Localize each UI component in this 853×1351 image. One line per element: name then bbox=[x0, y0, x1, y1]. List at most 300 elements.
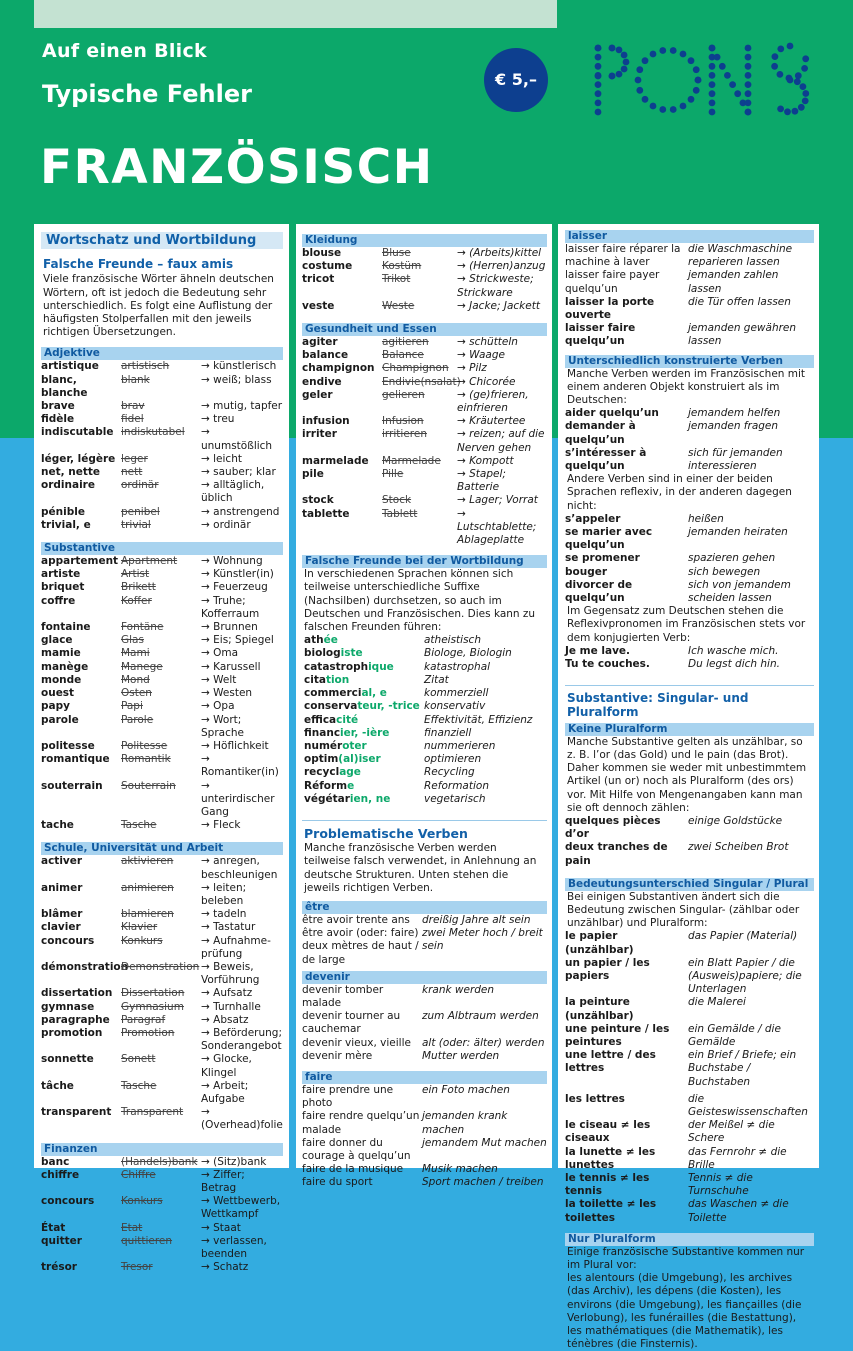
verb-etre-heading: être bbox=[302, 901, 547, 914]
fr-word: romantique bbox=[41, 753, 110, 766]
logo-dot bbox=[621, 66, 628, 73]
false-friend: Etat bbox=[121, 1221, 143, 1234]
logo-dot bbox=[801, 65, 808, 72]
translation: → unumstößlich bbox=[201, 426, 283, 452]
fr-word: appartement bbox=[41, 555, 119, 568]
vocab-row bbox=[302, 508, 547, 548]
fr-word: marmelade bbox=[302, 454, 369, 467]
logo-dot bbox=[688, 57, 695, 64]
logo-dot bbox=[609, 45, 616, 52]
false-friend: Trikot bbox=[382, 273, 411, 286]
logo-dot bbox=[636, 87, 643, 94]
translation: ein Gemälde / die Gemälde bbox=[688, 1022, 781, 1048]
constructed-verbs-heading: Unterschiedlich konstruierte Verben bbox=[565, 355, 814, 368]
translation: → Beweis, Vorführung bbox=[201, 961, 283, 987]
fr-word: clavier bbox=[41, 921, 81, 934]
verb-row: s’appeler heißen bbox=[565, 512, 724, 525]
translation: → Kräutertee bbox=[457, 415, 547, 428]
false-friend: Mond bbox=[121, 673, 150, 686]
wordformation-row bbox=[304, 740, 547, 753]
verb-devenir-heading: devenir bbox=[302, 971, 547, 984]
fr-word: paragraphe bbox=[41, 1013, 110, 1026]
fr-word: ouest bbox=[41, 687, 75, 700]
translation: die Malerei bbox=[688, 996, 746, 1009]
false-friend: agitieren bbox=[382, 336, 429, 349]
logo-dot bbox=[787, 43, 794, 50]
fr-word: athée bbox=[304, 634, 338, 647]
fr-word: tâche bbox=[41, 1079, 74, 1092]
verb-row: bouger sich bewegen bbox=[565, 565, 761, 578]
false-friend: nett bbox=[121, 466, 143, 479]
meaning-difference-heading: Bedeutungsunterschied Singular / Plural bbox=[565, 878, 814, 891]
fr-word: geler bbox=[302, 388, 333, 401]
translation: → Brunnen bbox=[201, 621, 283, 634]
translation: → Glocke, Klingel bbox=[201, 1053, 283, 1079]
logo-dot bbox=[714, 54, 721, 61]
vocab-row bbox=[41, 908, 283, 921]
pons-logo bbox=[590, 40, 825, 120]
fr-word: net, nette bbox=[41, 466, 101, 479]
logo-dot bbox=[734, 90, 741, 97]
fr-word: quitter bbox=[41, 1234, 82, 1247]
translation: → (Sitz)bank bbox=[201, 1156, 283, 1169]
logo-dot bbox=[802, 98, 809, 105]
vocab-row bbox=[41, 1261, 283, 1274]
logo-dot bbox=[709, 109, 716, 116]
translation: Biologe, Biologin bbox=[424, 647, 512, 660]
translation: → Wohnung bbox=[201, 555, 283, 568]
translation: → Aufnahme-prüfung bbox=[201, 935, 283, 961]
false-friend: Tasche bbox=[121, 819, 157, 832]
noun-row bbox=[565, 1049, 814, 1089]
vocab-row bbox=[41, 1235, 283, 1261]
vocab-row bbox=[41, 1080, 283, 1106]
false-friend: gelieren bbox=[382, 388, 425, 401]
page-title: FRANZÖSISCH bbox=[40, 140, 434, 195]
translation: optimieren bbox=[424, 753, 482, 766]
vocab-row bbox=[41, 661, 283, 674]
fr-word: conservateur, -trice bbox=[304, 700, 420, 713]
fr-word: transparent bbox=[41, 1106, 112, 1119]
fr-word: politesse bbox=[41, 739, 95, 752]
column-right bbox=[558, 224, 819, 1351]
logo-dot bbox=[680, 51, 687, 58]
verb-row: devenir vieux, vieille alt (oder: älter) werden bbox=[302, 1036, 545, 1049]
fr-word: tablette bbox=[302, 507, 350, 520]
fr-word: agiter bbox=[302, 336, 338, 349]
false-friend: Infusion bbox=[382, 415, 424, 428]
false-friend: indiskutabel bbox=[121, 426, 185, 439]
group-heading: Finanzen bbox=[41, 1143, 283, 1156]
logo-dot bbox=[792, 108, 799, 115]
false-friend: Osten bbox=[121, 687, 152, 700]
false-friend: Chiffre bbox=[121, 1168, 156, 1181]
false-friend: Promotion bbox=[121, 1026, 175, 1039]
translation: → Kompott bbox=[457, 455, 547, 468]
false-friend: blamieren bbox=[121, 908, 174, 921]
vocab-row bbox=[41, 647, 283, 660]
false-friend: Romantik bbox=[121, 753, 171, 766]
logo-dot bbox=[709, 90, 716, 97]
vocab-row bbox=[41, 987, 283, 1000]
fr-word: le tennis ≠ les tennis bbox=[565, 1172, 650, 1198]
noun-row bbox=[565, 1119, 814, 1145]
false-friend: aktivieren bbox=[121, 855, 174, 868]
fr-word: blâmer bbox=[41, 908, 83, 921]
divider bbox=[565, 685, 814, 686]
translation: → künstlerisch bbox=[201, 360, 283, 373]
vocab-row bbox=[41, 555, 283, 568]
translation: → unterirdischer Gang bbox=[201, 780, 283, 820]
false-friend: Konkurs bbox=[121, 934, 163, 947]
verb-row: laisser faire payer quelqu’un jemanden zahlen lassen bbox=[565, 269, 779, 295]
logo-dot bbox=[595, 100, 602, 107]
fr-word: efficacité bbox=[304, 713, 359, 726]
fr-word: parole bbox=[41, 713, 79, 726]
fr-word: brave bbox=[41, 400, 75, 413]
translation: → (Herren)anzug bbox=[457, 260, 547, 273]
fr-word: dissertation bbox=[41, 987, 113, 1000]
translation: → Wettbewerb, Wettkampf bbox=[201, 1195, 283, 1221]
translation: → reizen; auf die Nerven gehen bbox=[457, 428, 547, 454]
noun-row bbox=[565, 1172, 814, 1198]
verb-row: laisser la porte ouverte die Tür offen lassen bbox=[565, 295, 791, 322]
wordformation-row bbox=[304, 793, 547, 806]
plural-only-text: Einige französische Substantive kommen nur im Plural vor: bbox=[567, 1245, 805, 1272]
verb-row: faire donner du courage à quelqu’un jemandem Mut machen bbox=[302, 1136, 547, 1162]
logo-dot bbox=[729, 81, 736, 88]
translation: → sauber; klar bbox=[201, 466, 283, 479]
translation: → Oma bbox=[201, 647, 283, 660]
logo-dot bbox=[795, 72, 802, 79]
logo-dot bbox=[745, 54, 752, 61]
logo-dot bbox=[709, 100, 716, 107]
logo-dot bbox=[616, 71, 623, 78]
logo-dot bbox=[719, 63, 726, 70]
false-friend: Tresor bbox=[121, 1261, 153, 1274]
fr-word: blanc, blanche bbox=[41, 373, 88, 399]
false-friend: Tablett bbox=[382, 507, 418, 520]
vocab-row bbox=[41, 1001, 283, 1014]
vocab-row bbox=[41, 479, 283, 505]
wordformation-row bbox=[304, 647, 547, 660]
logo-dot bbox=[798, 104, 805, 111]
vocab-row bbox=[41, 753, 283, 779]
translation: Tennis ≠ die Turnschuhe bbox=[688, 1172, 753, 1198]
vocab-row bbox=[41, 935, 283, 961]
vocab-row bbox=[41, 1195, 283, 1221]
false-friend: Manege bbox=[121, 660, 163, 673]
noun-row bbox=[565, 1198, 814, 1224]
vocab-row bbox=[41, 1014, 283, 1027]
fr-word: concours bbox=[41, 934, 95, 947]
false-friend: Politesse bbox=[121, 739, 168, 752]
reflexive-intro: Andere Verben sind in einer der beiden Sprachen reflexiv, in der anderen dagegen nicht: bbox=[567, 473, 792, 512]
false-friend: Gymnasium bbox=[121, 1000, 184, 1013]
divider bbox=[302, 820, 547, 821]
false-friend: Apartment bbox=[121, 555, 178, 568]
logo-dot bbox=[802, 90, 809, 97]
translation: atheistisch bbox=[424, 634, 481, 647]
translation: → Staat bbox=[201, 1222, 283, 1235]
translation: das Fernrohr ≠ die Brille bbox=[688, 1145, 787, 1171]
false-friend: Paragraf bbox=[121, 1013, 166, 1026]
vocab-row bbox=[302, 349, 547, 362]
vocab-row bbox=[41, 700, 283, 713]
vocab-row bbox=[41, 687, 283, 700]
false-friend: Klavier bbox=[121, 921, 158, 934]
false-friend: Marmelade bbox=[382, 454, 441, 467]
verb-row: faire rendre quelqu’un malade jemanden krank machen bbox=[302, 1110, 508, 1136]
fr-word: ordinaire bbox=[41, 479, 95, 492]
fr-word: endive bbox=[302, 375, 342, 388]
logo-dot bbox=[659, 47, 666, 54]
logo-dot bbox=[595, 90, 602, 97]
verbs-intro: Manche französische Verben werden teilweise falsch verwendet, in Anlehnung an deutsche Strukturen. Unten stehen die jeweils richtigen Verben. bbox=[304, 842, 537, 894]
vocab-row bbox=[41, 360, 283, 373]
false-friend: Demonstration bbox=[121, 960, 200, 973]
logo-dot bbox=[670, 47, 677, 54]
fr-word: activer bbox=[41, 855, 83, 868]
fr-word: glace bbox=[41, 634, 73, 647]
false-friend: Konkurs bbox=[121, 1195, 163, 1208]
fr-word: irriter bbox=[302, 428, 337, 441]
fr-word: concours bbox=[41, 1195, 95, 1208]
false-friend: Endivie(nsalat) bbox=[382, 375, 461, 388]
noun-row bbox=[565, 996, 814, 1022]
wordformation-intro: In verschiedenen Sprachen können sich teilweise unterschiedliche Suffixe (Nachsilben) durchsetzen, so auch im Deutschen und Französischen. Dies kann zu falschen Freunden führen: bbox=[304, 568, 536, 634]
fr-word: monde bbox=[41, 673, 82, 686]
logo-dot bbox=[709, 45, 716, 52]
translation: Recycling bbox=[424, 766, 475, 779]
translation: → Eis; Spiegel bbox=[201, 634, 283, 647]
logo-dot bbox=[693, 66, 700, 73]
vocab-row bbox=[41, 621, 283, 634]
translation: → Stapel; Batterie bbox=[457, 468, 547, 494]
wordformation-row bbox=[304, 674, 547, 687]
logo-dot bbox=[771, 63, 778, 70]
false-friend: Kostüm bbox=[382, 260, 422, 273]
translation: → Feuerzeug bbox=[201, 581, 283, 594]
false-friend: animieren bbox=[121, 881, 174, 894]
translation: Effektivität, Effizienz bbox=[424, 713, 533, 726]
vocab-row bbox=[41, 595, 283, 621]
logo-dot bbox=[659, 106, 666, 113]
fr-word: veste bbox=[302, 299, 335, 312]
translation: nummerieren bbox=[424, 739, 496, 752]
vocab-row bbox=[302, 247, 547, 260]
logo-dot bbox=[650, 51, 657, 58]
fr-word: mamie bbox=[41, 647, 81, 660]
fr-word: tricot bbox=[302, 273, 335, 286]
fr-word: trivial, e bbox=[41, 518, 91, 531]
translation: → (ge)frieren, einfrieren bbox=[457, 389, 547, 415]
fr-word: balance bbox=[302, 349, 349, 362]
logo-dot bbox=[709, 72, 716, 79]
false-friend: Fontäne bbox=[121, 621, 164, 634]
logo-dot bbox=[745, 72, 752, 79]
fr-word: souterrain bbox=[41, 779, 103, 792]
translation: katastrophal bbox=[424, 660, 491, 673]
false-friends-heading: Falsche Freunde – faux amis bbox=[43, 257, 234, 272]
fr-word: stock bbox=[302, 494, 334, 507]
fr-word: la lunette ≠ les lunettes bbox=[565, 1145, 656, 1171]
fr-word: coffre bbox=[41, 594, 76, 607]
false-friend: ordinär bbox=[121, 479, 159, 492]
vocab-row bbox=[41, 519, 283, 532]
group-heading: Gesundheit und Essen bbox=[302, 323, 547, 336]
vocab-row bbox=[302, 494, 547, 507]
fr-word: papy bbox=[41, 700, 70, 713]
false-friend: quittieren bbox=[121, 1234, 173, 1247]
translation: → Lutschtablette; Ablageplatte bbox=[457, 508, 547, 548]
fr-word: la peinture (unzählbar) bbox=[565, 996, 634, 1022]
fr-word: végétarien, ne bbox=[304, 792, 391, 805]
false-friend: Koffer bbox=[121, 594, 152, 607]
page-subtitle: Typische Fehler bbox=[42, 80, 252, 108]
group-heading: Substantive bbox=[41, 542, 283, 555]
vocab-row bbox=[302, 260, 547, 273]
group-heading: Schule, Universität und Arbeit bbox=[41, 842, 283, 855]
price-badge: € 5,– bbox=[484, 48, 548, 112]
noun-row bbox=[565, 1023, 814, 1049]
false-friend: Dissertation bbox=[121, 987, 185, 1000]
vocab-row bbox=[41, 506, 283, 519]
fr-word: numéroter bbox=[304, 739, 367, 752]
wordformation-row bbox=[304, 780, 547, 793]
false-friend: penibel bbox=[121, 505, 160, 518]
false-friend: artistisch bbox=[121, 360, 170, 373]
translation: das Papier (Material) bbox=[688, 930, 798, 943]
verb-row: faire prendre une photo ein Foto machen bbox=[302, 1083, 510, 1110]
wordformation-row bbox=[304, 661, 547, 674]
vocab-row bbox=[41, 961, 283, 987]
vocab-row bbox=[41, 400, 283, 413]
logo-dot bbox=[745, 109, 752, 116]
fr-word: promotion bbox=[41, 1026, 103, 1039]
translation: kommerziell bbox=[424, 687, 489, 700]
logo-dot bbox=[777, 71, 784, 78]
vocab-row bbox=[41, 819, 283, 832]
translation: → anstrengend bbox=[201, 506, 283, 519]
verb-row: se marier avec quelqu’un jemanden heiraten bbox=[565, 526, 788, 552]
logo-dot bbox=[595, 45, 602, 52]
singular-plural-heading: Substantive: Singular- und Pluralform bbox=[567, 691, 749, 719]
verb-row: divorcer de quelqu’un sich von jemandem scheiden lassen bbox=[565, 578, 791, 605]
logo-dot bbox=[621, 52, 628, 59]
fr-word: commercial, e bbox=[304, 687, 387, 700]
reflexive-outro: Im Gegensatz zum Deutschen stehen die Reflexivpronomen im Französischen stets vor dem konjugierten Verb: bbox=[567, 605, 806, 644]
vocab-row bbox=[302, 362, 547, 375]
logo-dot bbox=[650, 103, 657, 110]
logo-dot bbox=[595, 54, 602, 61]
translation: → Beförderung; Sonderangebot bbox=[201, 1027, 283, 1053]
translation: → Welt bbox=[201, 674, 283, 687]
fr-word: Réforme bbox=[304, 779, 355, 792]
translation: → Aufsatz bbox=[201, 987, 283, 1000]
verb-faire-heading: faire bbox=[302, 1071, 547, 1084]
vocab-row bbox=[302, 455, 547, 468]
section-heading: Wortschatz und Wortbildung bbox=[41, 232, 283, 249]
translation: → verlassen, beenden bbox=[201, 1235, 283, 1261]
false-friend: Parole bbox=[121, 713, 154, 726]
verb-row: laisser faire réparer la machine à laver die Waschmaschine reparieren lassen bbox=[565, 243, 793, 269]
wordformation-row bbox=[304, 727, 547, 740]
fr-word: chiffre bbox=[41, 1168, 80, 1181]
false-friend: Pille bbox=[382, 468, 404, 481]
false-friend: Weste bbox=[382, 299, 415, 312]
verb-row: se promener spazieren gehen bbox=[565, 552, 776, 565]
noun-row: quelques pièces d’or einige Goldstücke bbox=[565, 814, 783, 841]
translation: → Strickweste; Strickware bbox=[457, 273, 547, 299]
vocab-row bbox=[302, 415, 547, 428]
laisser-heading: laisser bbox=[565, 230, 814, 243]
header-strip bbox=[34, 0, 557, 28]
fr-word: costume bbox=[302, 260, 353, 273]
translation: das Waschen ≠ die Toilette bbox=[688, 1198, 789, 1224]
fr-word: démonstration bbox=[41, 960, 129, 973]
logo-dot bbox=[745, 63, 752, 70]
translation: → leiten; beleben bbox=[201, 882, 283, 908]
translation: → Lager; Vorrat bbox=[457, 494, 547, 507]
logo-dot bbox=[688, 96, 695, 103]
meaning-difference-text: Bei einigen Substantiven ändert sich die Bedeutung zwischen Singular- (zählbar oder unzählbar) und Pluralform: bbox=[567, 890, 800, 930]
translation: → treu bbox=[201, 413, 283, 426]
false-friend: Mami bbox=[121, 647, 150, 660]
wordformation-row bbox=[304, 700, 547, 713]
false-friend: (Handels)bank bbox=[121, 1155, 198, 1168]
logo-dot bbox=[623, 59, 630, 66]
verbs-heading: Problematische Verben bbox=[304, 825, 468, 841]
false-friend: Champignon bbox=[382, 362, 449, 375]
translation: der Meißel ≠ die Schere bbox=[688, 1119, 775, 1145]
translation: → ordinär bbox=[201, 519, 283, 532]
vocab-row bbox=[41, 426, 283, 452]
translation: → Absatz bbox=[201, 1014, 283, 1027]
logo-dot bbox=[595, 73, 602, 80]
fr-word: biologiste bbox=[304, 647, 363, 660]
verb-row: s’intéresser à quelqu’un sich für jemanden interessieren bbox=[565, 446, 783, 473]
translation: → Romantiker(in) bbox=[201, 753, 283, 779]
fr-word: les lettres bbox=[565, 1092, 625, 1105]
false-friend: trivial bbox=[121, 518, 151, 531]
false-friend: Bluse bbox=[382, 247, 411, 259]
fr-word: la toilette ≠ les toilettes bbox=[565, 1198, 657, 1224]
false-friend: Sonett bbox=[121, 1053, 156, 1066]
translation: ein Brief / Briefe; ein Buchstabe / Buchstaben bbox=[688, 1049, 797, 1088]
plural-only-heading: Nur Pluralform bbox=[565, 1233, 814, 1246]
translation: → Fleck bbox=[201, 819, 283, 832]
vocab-row bbox=[41, 453, 283, 466]
translation: → Jacke; Jackett bbox=[457, 300, 547, 313]
logo-dot bbox=[709, 81, 716, 88]
logo-dot bbox=[745, 90, 752, 97]
logo-dot bbox=[745, 45, 752, 52]
logo-dot bbox=[595, 63, 602, 70]
false-friend: Transparent bbox=[121, 1106, 184, 1119]
vocab-row bbox=[302, 336, 547, 349]
false-friends-intro: Viele französische Wörter ähneln deutschen Wörtern, oft ist jedoch die Bedeutung sehr unterschiedlich. Es folgt eine Auflistung der häufigsten Stolperfallen mit den jeweils richtigen Übersetzungen. bbox=[43, 273, 274, 339]
translation: → Arbeit; Aufgabe bbox=[201, 1080, 283, 1106]
false-friend: irritieren bbox=[382, 428, 427, 441]
fr-word: État bbox=[41, 1221, 66, 1234]
fr-word: léger, légère bbox=[41, 452, 116, 465]
translation: → schütteln bbox=[457, 336, 547, 349]
wordformation-row bbox=[304, 714, 547, 727]
column-vocabulary bbox=[34, 224, 289, 1274]
false-friend: brav bbox=[121, 400, 145, 413]
noun-row bbox=[565, 930, 814, 956]
